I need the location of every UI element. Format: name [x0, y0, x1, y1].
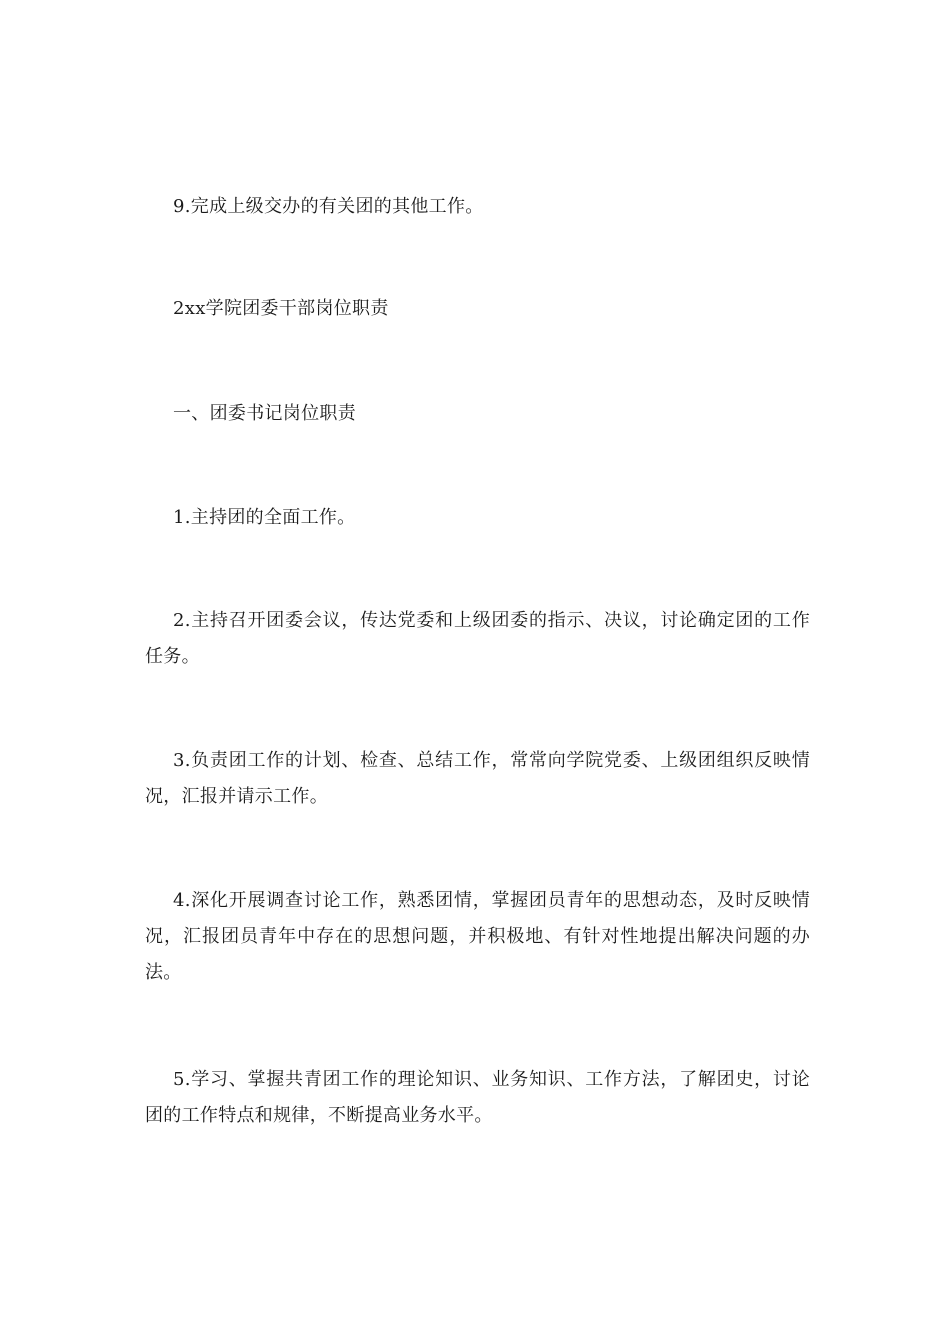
paragraph-item-3: 3.负责团工作的计划、检查、总结工作，常常向学院党委、上级团组织反映情况，汇报并请示工作。	[145, 750, 810, 807]
subsection-heading: 一、团委书记岗位职责	[173, 403, 356, 424]
paragraph-item-5: 5.学习、掌握共青团工作的理论知识、业务知识、工作方法，了解团史，讨论团的工作特点和规律，不断提高业务水平。	[145, 1069, 810, 1126]
paragraph-item-9: 9.完成上级交办的有关团的其他工作。	[173, 196, 484, 217]
paragraph-item-4: 4.深化开展调查讨论工作，熟悉团情，掌握团员青年的思想动态，及时反映情况，汇报团员青年中存在的思想问题，并积极地、有针对性地提出解决问题的办法。	[145, 890, 810, 983]
paragraph-item-2: 2.主持召开团委会议，传达党委和上级团委的指示、决议，讨论确定团的工作任务。	[145, 610, 810, 667]
paragraph-item-1: 1.主持团的全面工作。	[173, 507, 356, 528]
section-title: 2xx学院团委干部岗位职责	[173, 298, 389, 319]
